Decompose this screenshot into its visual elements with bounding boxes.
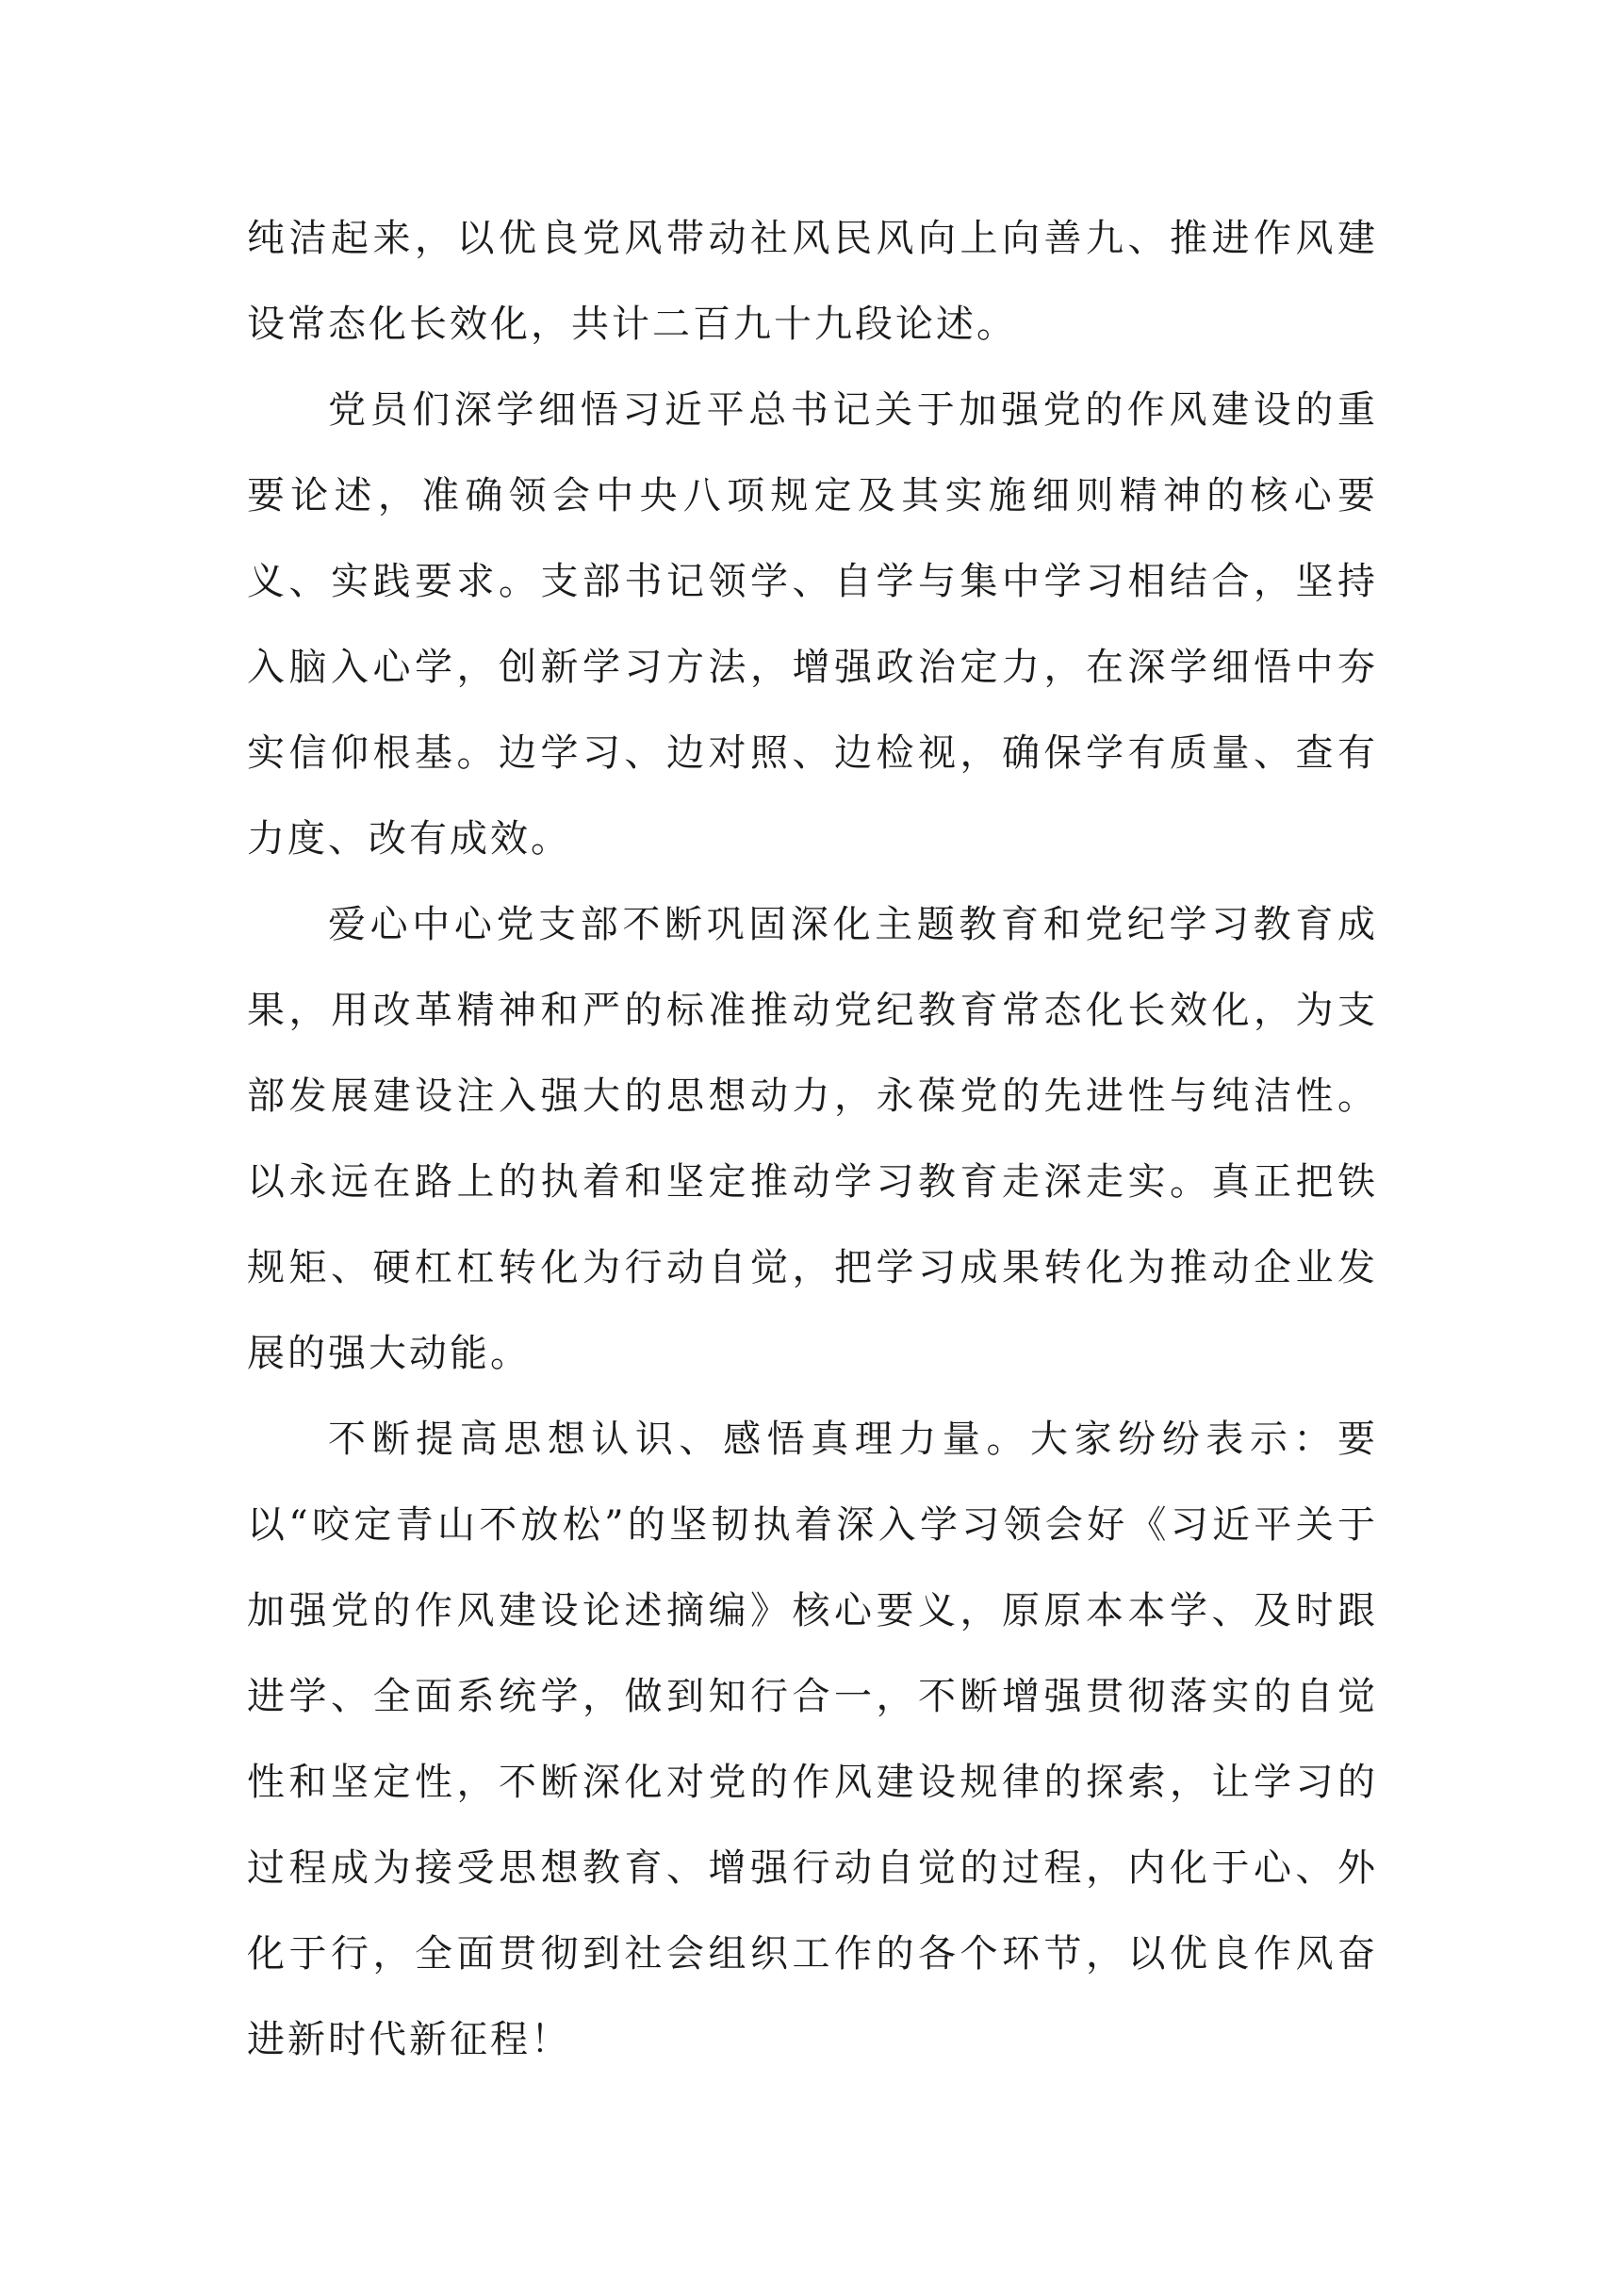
paragraph-study: 党员们深学细悟习近平总书记关于加强党的作风建设的重要论述，准确领会中央八项规定及其实施细则精神的核心要义、实践要求。支部书记领学、自学与集中学习相结合，坚持入脑入心学，创新学习方法，增强政治定力，在深学细悟中夯实信仰根基。边学习、边对照、边检视，确保学有质量、查有力度、改有成效。 (247, 388, 1378, 861)
paragraph-branch: 爱心中心党支部不断巩固深化主题教育和党纪学习教育成果，用改革精神和严的标准推动党纪教育常态化长效化，为支部发展建设注入强大的思想动力，永葆党的先进性与纯洁性。以永远在路上的执着和坚定推动学习教育走深走实。真正把铁规矩、硬杠杠转化为行动自觉，把学习成果转化为推动企业发展的强大动能。 (247, 903, 1378, 1375)
paragraph-continuation: 纯洁起来，以优良党风带动社风民风向上向善九、推进作风建设常态化长效化，共计二百九十九段论述。 (247, 217, 1378, 346)
document-body (247, 196, 1378, 2083)
paragraph-conclusion: 不断提高思想认识、感悟真理力量。大家纷纷表示：要以“咬定青山不放松”的坚韧执着深入学习领会好《习近平关于加强党的作风建设论述摘编》核心要义，原原本本学、及时跟进学、全面系统学，做到知行合一，不断增强贯彻落实的自觉性和坚定性，不断深化对党的作风建设规律的探索，让学习的过程成为接受思想教育、增强行动自觉的过程，内化于心、外化于行，全面贯彻到社会组织工作的各个环节，以优良作风奋进新时代新征程！ (247, 1418, 1378, 2061)
